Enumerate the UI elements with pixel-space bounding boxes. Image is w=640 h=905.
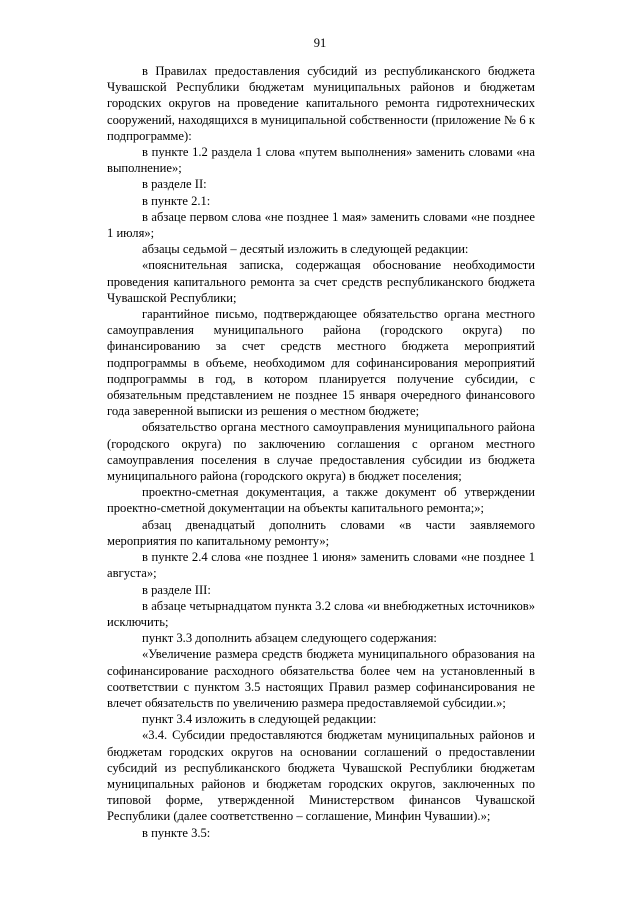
paragraph: пункт 3.4 изложить в следующей редакции: (142, 712, 377, 727)
paragraph: в Правилах предоставления субсидий из республиканского бюджета Чувашской Республики бюджетам муниципальных районов и бюджетам городских округов на проведение капитального ремонта гидротехнических сооружений, находящихся в муниципальной собственности (приложение № 6 к подпрограмме): (107, 64, 535, 143)
paragraph: в абзаце первом слова «не позднее 1 мая» заменить словами «не позднее 1 июля»; (107, 209, 535, 241)
paragraph: «Увеличение размера средств бюджета муниципального образования на софинансирование расходного обязательства более чем на установленный в соответствии с пунктом 3.5 настоящих Правил размер софинансирования не влечет обязательств по увеличению размера предоставляемой субсидии.»; (107, 647, 535, 710)
paragraph: в разделе II: (142, 177, 207, 192)
paragraph: в пункте 2.1: (142, 193, 211, 208)
paragraph: в пункте 3.5: (142, 825, 211, 840)
paragraph: гарантийное письмо, подтверждающее обязательство органа местного самоуправления муниципального района (городского округа) по финансированию за счет средств местного бюджета мероприятий подпрограммы в объеме, необходимом для софинансирования мероприятий подпрограммы в год, в котором планируется получение субсидии, с обязательным представлением не позднее 15 января очередного финансового года заверенной выписки из решения о местном бюджете; (107, 307, 535, 419)
paragraph: абзацы седьмой – десятый изложить в следующей редакции: (142, 242, 469, 257)
paragraph: в пункте 1.2 раздела 1 слова «путем выполнения» заменить словами «на выполнение»; (107, 145, 535, 176)
paragraph: абзац двенадцатый дополнить словами «в части заявляемого мероприятия по капитальному ремонту»; (107, 517, 535, 548)
paragraph: пункт 3.3 дополнить абзацем следующего содержания: (142, 631, 437, 646)
paragraph: проектно-сметная документация, а также документ об утверждении проектно-сметной документации на объекты капитального ремонта;»; (107, 485, 535, 516)
paragraph: в пункте 2.4 слова «не позднее 1 июня» заменить словами «не позднее 1 августа»; (107, 550, 535, 581)
paragraph: в разделе III: (142, 582, 211, 597)
paragraph: в абзаце четырнадцатом пункта 3.2 слова «и внебюджетных источников» исключить; (107, 598, 535, 629)
paragraph: «3.4. Субсидии предоставляются бюджетам муниципальных районов и бюджетам городских округов на основании соглашений о предоставлении субсидий из республиканского бюджета Чувашской Республики бюджетам муниципальных районов и бюджетам городских округов, заключенных по типовой форме, утвержденной Министерством финансов Чувашской Республики (далее соответственно – соглашение, Минфин Чувашии).»; (107, 728, 535, 824)
document-body (107, 63, 535, 841)
page-number: 91 (313, 36, 327, 50)
paragraph: обязательство органа местного самоуправления муниципального района (городского округа) по заключению соглашения с органом местного самоуправления поселения в случае предоставления субсидии из бюджета муниципального района (городского округа) в бюджет поселения; (107, 420, 535, 484)
paragraph: «пояснительная записка, содержащая обоснование необходимости проведения капитального ремонта за счет средств республиканского бюджета Чувашской Республики; (107, 258, 535, 305)
